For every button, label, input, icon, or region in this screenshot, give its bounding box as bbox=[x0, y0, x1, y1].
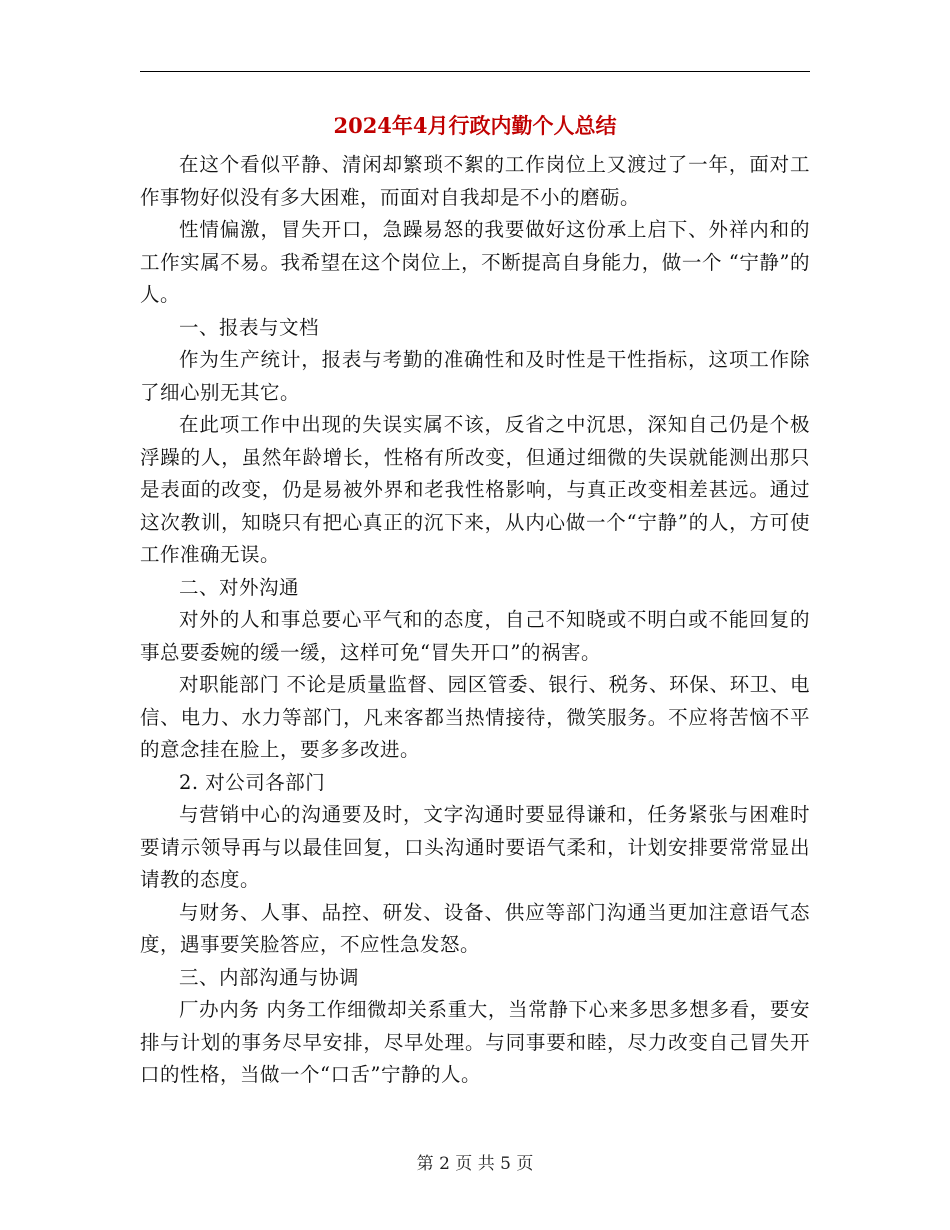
section-heading: 一、报表与文档 bbox=[179, 315, 320, 339]
paragraph: 对职能部门 不论是质量监督、园区管委、银行、税务、环保、环卫、电信、电力、水力等部门，凡来客都当热情接待，微笑服务。不应将苦恼不平的意念挂在脸上，要多多改进。 bbox=[140, 673, 810, 761]
paragraph: 在此项工作中出现的失误实属不该，反省之中沉思，深知自己仍是个极浮躁的人，虽然年龄增长，性格有所改变，但通过细微的失误就能测出那只是表面的改变，仍是易被外界和老我性格影响，与真正改变相差甚远。通过这次教训，知晓只有把心真正的沉下来，从内心做一个“宁静”的人，方可使工作准确无误。 bbox=[140, 413, 810, 566]
paragraph: 厂办内务 内务工作细微却关系重大，当常静下心来多思多想多看，要安排与计划的事务尽早安排，尽早处理。与同事要和睦，尽力改变自己冒失开口的性格，当做一个“口舌”宁静的人。 bbox=[140, 998, 810, 1086]
paragraph: 在这个看似平静、清闲却繁琐不絮的工作岗位上又渡过了一年，面对工作事物好似没有多大困难，而面对自我却是不小的磨砺。 bbox=[140, 153, 810, 209]
paragraph: 作为生产统计，报表与考勤的准确性和及时性是干性指标，这项工作除了细心别无其它。 bbox=[140, 348, 810, 404]
header-rule bbox=[140, 71, 810, 72]
section-heading: 三、内部沟通与协调 bbox=[179, 965, 360, 989]
page-number: 第 2 页 共 5 页 bbox=[416, 1154, 534, 1174]
paragraph: 性情偏激，冒失开口，急躁易怒的我要做好这份承上启下、外祥内和的工作实属不易。我希望在这个岗位上，不断提高自身能力，做一个 “宁静”的人。 bbox=[140, 218, 810, 306]
paragraph: 与营销中心的沟通要及时，文字沟通时要显得谦和，任务紧张与困难时要请示领导再与以最佳回复，口头沟通时要语气柔和，计划安排要常常显出请教的态度。 bbox=[140, 803, 810, 891]
section-heading: 2. 对公司各部门 bbox=[179, 770, 326, 794]
document-title: 2024年4月行政内勤个人总结 bbox=[333, 113, 617, 138]
paragraph: 对外的人和事总要心平气和的态度，自己不知晓或不明白或不能回复的事总要委婉的缓一缓，这样可免“冒失开口”的祸害。 bbox=[140, 608, 810, 664]
paragraph: 与财务、人事、品控、研发、设备、供应等部门沟通当更加注意语气态度，遇事要笑脸答应，不应性急发怒。 bbox=[140, 900, 810, 956]
document-body bbox=[140, 149, 810, 1092]
section-heading: 二、对外沟通 bbox=[179, 575, 300, 599]
